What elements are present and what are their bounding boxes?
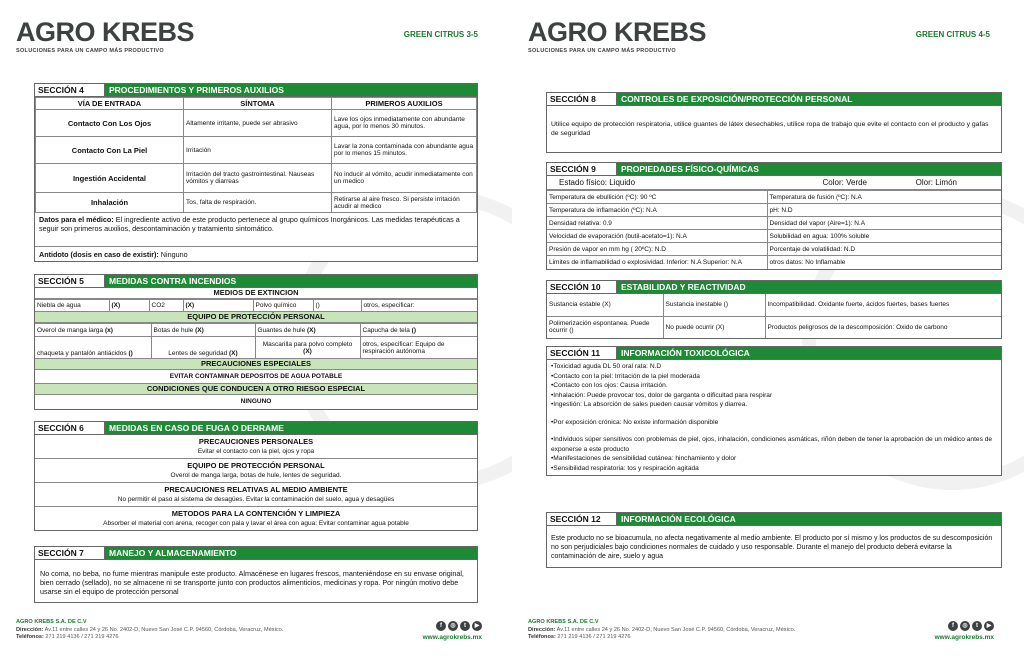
antidote-value: Ninguno <box>158 250 188 259</box>
medios-table <box>35 299 477 312</box>
table-cell: Contacto Con Los Ojos <box>36 110 184 137</box>
spill-block <box>35 459 477 483</box>
table-cell: Polvo químico <box>253 300 313 312</box>
table-cell: Irritación <box>184 137 332 164</box>
social-icons <box>948 621 994 631</box>
handling-text: No coma, no beba, no fume mientras manipule este producto. Almacénese en lugares frescos, manteniéndose en su envase original, bien cerrado (sellado), no se almacene ni se transporte junto con productos alimenticios, medicinas y ropa. Por ningún motivo debe usarse sin el equipo de protección personal <box>40 569 464 596</box>
section-number: SECCIÓN 5 <box>35 275 105 287</box>
table-cell: Densidad del vapor (Aire=1): N.A <box>767 217 1001 230</box>
color-value: Color: Verde <box>822 178 867 187</box>
table-cell: Solubilidad en agua: 100% soluble <box>767 230 1001 243</box>
epp-mark: () <box>128 350 133 357</box>
epp-item: Mascarilla para polvo completo <box>262 340 353 348</box>
epp-item: Overol de manga larga <box>37 326 104 334</box>
section-number: SECCIÓN 6 <box>35 422 105 434</box>
logo <box>528 17 707 58</box>
section-title: MANEJO Y ALMACENAMIENTO <box>105 547 477 559</box>
twitter-icon[interactable]: t <box>972 621 982 631</box>
spill-block-text: Absorber el material con arena, recoger con pala y lavar el área con agua: Evitar contaminar agua potable <box>103 520 409 527</box>
table-cell: Ingestión Accidental <box>36 164 184 193</box>
table-cell: Inhalación <box>36 193 184 213</box>
table-cell: Altamente irritante, puede ser abrasivo <box>184 110 332 137</box>
logo-tagline: SOLUCIONES PARA UN CAMPO MÁS PRODUCTIVO <box>16 48 164 54</box>
table-cell: () <box>313 300 361 312</box>
medico-text: El ingrediente activo de este producto pertenece al grupo químicos Inorgánicos. Las medidas terapéuticas a seguir son primeros auxilios, descontaminación y tratamiento sintomático. <box>39 215 460 233</box>
precautions-text: EVITAR CONTAMINAR DEPOSITOS DE AGUA POTABLE <box>35 370 477 384</box>
footer-address-label: Dirección: <box>16 626 44 633</box>
epp-item: Guantes de hule <box>257 326 306 334</box>
list-item: •Inhalación: Puede provocar tos, dolor de garganta o dificultad para respirar <box>551 391 773 399</box>
physical-state: Estado físico: Liquido <box>559 178 636 187</box>
stability-table <box>547 294 1001 338</box>
table-cell: Productos peligrosos de la descomposición: Oxido de carbono <box>765 316 1001 338</box>
table-cell: (X) <box>109 300 149 312</box>
column-header: PRIMEROS AUXILIOS <box>332 98 477 110</box>
footer-address <box>16 627 283 635</box>
table-cell: Contacto Con La Piel <box>36 137 184 164</box>
footer-company: AGRO KREBS S.A. DE C.V <box>16 619 87 625</box>
section-title: CONTROLES DE EXPOSICIÓN/PROTECCIÓN PERSONAL <box>617 93 1001 105</box>
spill-block <box>35 507 477 530</box>
list-item: •Manifestaciones de sensibilidad cutánea: hinchamiento y dolor <box>551 455 737 462</box>
website-link[interactable]: www.agrokrebs.mx <box>934 634 994 641</box>
table-cell: (X) <box>183 300 253 312</box>
section-title: MEDIDAS CONTRA INCENDIOS <box>105 275 477 287</box>
facebook-icon[interactable]: f <box>948 621 958 631</box>
footer-company: AGRO KREBS S.A. DE C.V <box>528 619 599 625</box>
section-header <box>35 547 477 560</box>
section-header <box>35 275 477 288</box>
epp-mark: (X) <box>307 326 316 334</box>
table-cell: Porcentaje de volatilidad: N.D <box>767 243 1001 256</box>
section-7 <box>34 546 478 603</box>
page-title: GREEN CITRUS 4-5 <box>915 30 990 39</box>
footer-address-label: Dirección: <box>528 626 556 633</box>
section-9 <box>546 162 1002 270</box>
footer-address-text: Av.11 entre calles 24 y 26 No. 2402-D, Nuevo San José C.P. 94560, Córdoba, Veracruz, México. <box>555 626 796 633</box>
table-cell: Sustancia inestable () <box>663 294 765 316</box>
table-cell <box>151 337 255 359</box>
column-header: SÍNTOMA <box>184 98 332 110</box>
epp-item: Lentes de seguridad <box>168 350 228 357</box>
spill-block-text: Overol de manga larga, botas de hule, lentes de seguridad. <box>170 472 342 479</box>
section-number: SECCIÓN 4 <box>35 84 105 96</box>
section-title: PROPIEDADES FÍSICO-QUÍMICAS <box>617 163 1001 175</box>
section-title: PROCEDIMIENTOS Y PRIMEROS AUXILIOS <box>105 84 477 96</box>
logo <box>16 17 195 58</box>
list-item: •Ingestión: La absorción de sales pueden causar vómitos y diarrea. <box>551 401 748 408</box>
table-cell: Densidad relativa: 0.9 <box>547 217 767 230</box>
youtube-icon[interactable]: ▶ <box>472 621 482 631</box>
table-cell: Presión de vapor en mm hg ( 20ºC): N.D <box>547 243 767 256</box>
epp-item: Botas de hule <box>153 326 194 334</box>
youtube-icon[interactable]: ▶ <box>984 621 994 631</box>
table-cell <box>360 324 477 337</box>
spill-block-head: METODOS PARA LA CONTENCIÓN Y LIMPIEZA <box>171 509 341 518</box>
footer-phones-text: 271 219 4136 / 271 219 4276 <box>555 634 631 640</box>
table-cell: Tos, falta de respiración. <box>184 193 332 213</box>
section-title: INFORMACIÓN TOXICOLÓGICA <box>617 347 1001 359</box>
epp-item: chaqueta y pantalón antiácidos <box>37 350 127 357</box>
instagram-icon[interactable]: ◎ <box>960 621 970 631</box>
table-cell: Lavar la zona contaminada con abundante agua por lo menos 15 minutos. <box>332 137 477 164</box>
list-item: •Individuos súper sensitivos con problemas de piel, ojos, inhalación, condiciones asmáticas, riñón deben de tener la aprobación de un médico antes de exponerse a este producto <box>551 436 993 453</box>
instagram-icon[interactable]: ◎ <box>448 621 458 631</box>
section-11 <box>546 346 1002 476</box>
spill-block-head: PRECAUCIONES PERSONALES <box>198 437 314 446</box>
list-item: •Contacto con la piel: Irritación de la piel moderada <box>551 372 700 380</box>
table-cell: Lave los ojos inmediatamente con abundante agua, por lo menos 30 minutos. <box>332 110 477 137</box>
list-item: •Toxicidad aguda DL 50 oral rata: N.D <box>551 363 662 370</box>
antidote-label: Antidoto (dosis en caso de existir): <box>39 250 159 259</box>
antidote-note <box>35 247 477 261</box>
section-number: SECCIÓN 10 <box>547 281 617 293</box>
epp-mark: (x) <box>104 326 113 334</box>
table-cell: Temperatura de fusión (ºC): N.A <box>767 191 1001 204</box>
section-title: ESTABILIDAD Y REACTIVIDAD <box>617 281 1001 293</box>
table-cell: otros, especificar: Equipo de respiración autónoma <box>360 337 477 359</box>
section-number: SECCIÓN 9 <box>547 163 617 175</box>
table-cell <box>255 337 360 359</box>
facebook-icon[interactable]: f <box>436 621 446 631</box>
table-cell: Temperatura de inflamación (ºC): N.A <box>547 204 767 217</box>
table-cell: Limites de inflamabilidad o explosividad. Inferior: N.A Superior: N.A <box>547 256 767 269</box>
column-header: VÍA DE ENTRADA <box>36 98 184 110</box>
spill-block-text: No permitir el paso al sistema de desagües. Evitar la contaminación del suelo, agua y desagües <box>117 496 395 503</box>
section-4 <box>34 83 478 262</box>
section-title: INFORMACIÓN ECOLÓGICA <box>617 513 1001 525</box>
section-number: SECCIÓN 11 <box>547 347 617 359</box>
first-aid-table <box>35 97 477 213</box>
section-5 <box>34 274 478 410</box>
logo-tagline: SOLUCIONES PARA UN CAMPO MÁS PRODUCTIVO <box>528 48 676 54</box>
footer-address-text: Av.11 entre calles 24 y 26 No. 2402-D, Nuevo San José C.P. 94560, Córdoba, Veracruz, México. <box>43 626 284 633</box>
logo-wordmark: AGRO KREBS <box>16 17 195 47</box>
list-item: •Contacto con los ojos: Causa irritación. <box>551 382 668 389</box>
page-title: GREEN CITRUS 3-5 <box>403 30 478 39</box>
properties-table <box>547 190 1001 269</box>
table-cell <box>151 324 255 337</box>
medico-note <box>35 213 477 247</box>
conditions-header: CONDICIONES QUE CONDUCEN A OTRO RIESGO ESPECIAL <box>35 384 477 395</box>
epp-table <box>35 323 477 359</box>
table-cell: Niebla de agua <box>35 300 109 312</box>
section-title: MEDIDAS EN CASO DE FUGA O DERRAME <box>105 422 477 434</box>
website-link[interactable]: www.agrokrebs.mx <box>422 634 482 641</box>
medico-label: Datos para el médico: <box>39 215 114 224</box>
epp-header: EQUIPO DE PROTECCIÓN PERSONAL <box>35 312 477 323</box>
table-cell <box>35 324 151 337</box>
section-header <box>547 93 1001 106</box>
footer <box>528 619 795 642</box>
section-number: SECCIÓN 8 <box>547 93 617 105</box>
section-header <box>35 422 477 435</box>
table-cell <box>255 324 360 337</box>
footer-phones-label: Teléfonos: <box>528 634 556 640</box>
epp-mark: () <box>411 326 416 334</box>
spill-block-text: Evitar el contacto con la piel, ojos y ropa <box>197 448 315 455</box>
logo-wordmark: AGRO KREBS <box>528 17 707 47</box>
footer-phones-label: Teléfonos: <box>16 634 44 640</box>
epp-item: Capucha de tela <box>362 326 410 334</box>
precautions-header: PRECAUCIONES ESPECIALES <box>35 359 477 370</box>
footer <box>16 619 283 642</box>
odor-value: Olor: Limón <box>915 178 957 187</box>
section-header <box>547 513 1001 526</box>
table-cell: Temperatura de ebullición (ºC): 90 ºC <box>547 191 767 204</box>
section-header <box>547 347 1001 360</box>
footer-phones-text: 271 219 4136 / 271 219 4276 <box>43 634 119 640</box>
phys-summary <box>547 176 1001 190</box>
table-cell: Irritación del tracto gastrointestinal. Nauseas vómitos y diarreas <box>184 164 332 193</box>
spill-block <box>35 435 477 459</box>
section-6 <box>34 421 478 531</box>
epp-mark: (X) <box>303 347 312 355</box>
table-cell: No inducir al vómito, acudir inmediatamente con un medico <box>332 164 477 193</box>
section-10 <box>546 280 1002 339</box>
section-header <box>35 84 477 97</box>
table-cell: otros, especificar: <box>361 300 477 312</box>
list-item: •Por exposición crónica: No existe información disponible <box>551 418 719 426</box>
table-cell: Polimerización espontanea. Puede ocurrir () <box>547 316 663 338</box>
table-cell <box>35 337 151 359</box>
section-header <box>547 281 1001 294</box>
table-cell: pH: N.D <box>767 204 1001 217</box>
section-number: SECCIÓN 12 <box>547 513 617 525</box>
list-item: •Sensibilidad respiratoria: tos y respiración agitada <box>551 464 699 472</box>
table-cell: Incompatibilidad. Oxidante fuerte, ácidos fuertes, bases fuertes <box>765 294 1001 316</box>
exposure-text: Utilice equipo de protección respiratoria, utilice guantes de látex desechables, utilice ropa de trabajo que evite el contacto con el producto y gafas de seguridad <box>551 121 989 137</box>
spill-block <box>35 483 477 507</box>
epp-mark: (X) <box>195 326 204 334</box>
conditions-text: NINGUNO <box>240 398 272 405</box>
section-8 <box>546 92 1002 153</box>
section-12 <box>546 512 1002 568</box>
footer-phones <box>16 634 283 642</box>
footer-address <box>528 627 795 635</box>
table-cell: Velocidad de evaporación (butil-acetato=1): N.A <box>547 230 767 243</box>
table-cell: Sustancia estable (X) <box>547 294 663 316</box>
social-icons <box>436 621 482 631</box>
table-cell: otros datos: No Inflamable <box>767 256 1001 269</box>
table-cell: Retirarse al aire fresco. Si persiste irritación acudir al medico <box>332 193 477 213</box>
page-right <box>512 0 1024 663</box>
section-header <box>547 163 1001 176</box>
twitter-icon[interactable]: t <box>460 621 470 631</box>
toxicology-list <box>547 360 1001 475</box>
ecology-text: Este producto no se bioacumula, no afecta negativamente al medio ambiente. El producto por sí mismo y los productos de su descomposición no son perjudiciales bajo condiciones normales de cuidado y uso responsable. Durante el manejo del producto deberá evitarse la contaminación de aire, suelo y agua <box>551 535 993 560</box>
table-cell: No puede ocurrir (X) <box>663 316 765 338</box>
spill-block-head: PRECAUCIONES RELATIVAS AL MEDIO AMBIENTE <box>164 485 348 494</box>
medios-header: MEDIOS DE EXTINCION <box>35 288 477 299</box>
section-number: SECCIÓN 7 <box>35 547 105 559</box>
epp-mark: (X) <box>229 350 238 357</box>
spill-block-head: EQUIPO DE PROTECCIÓN PERSONAL <box>187 461 325 470</box>
table-cell: CO2 <box>149 300 183 312</box>
footer-phones <box>528 634 795 642</box>
